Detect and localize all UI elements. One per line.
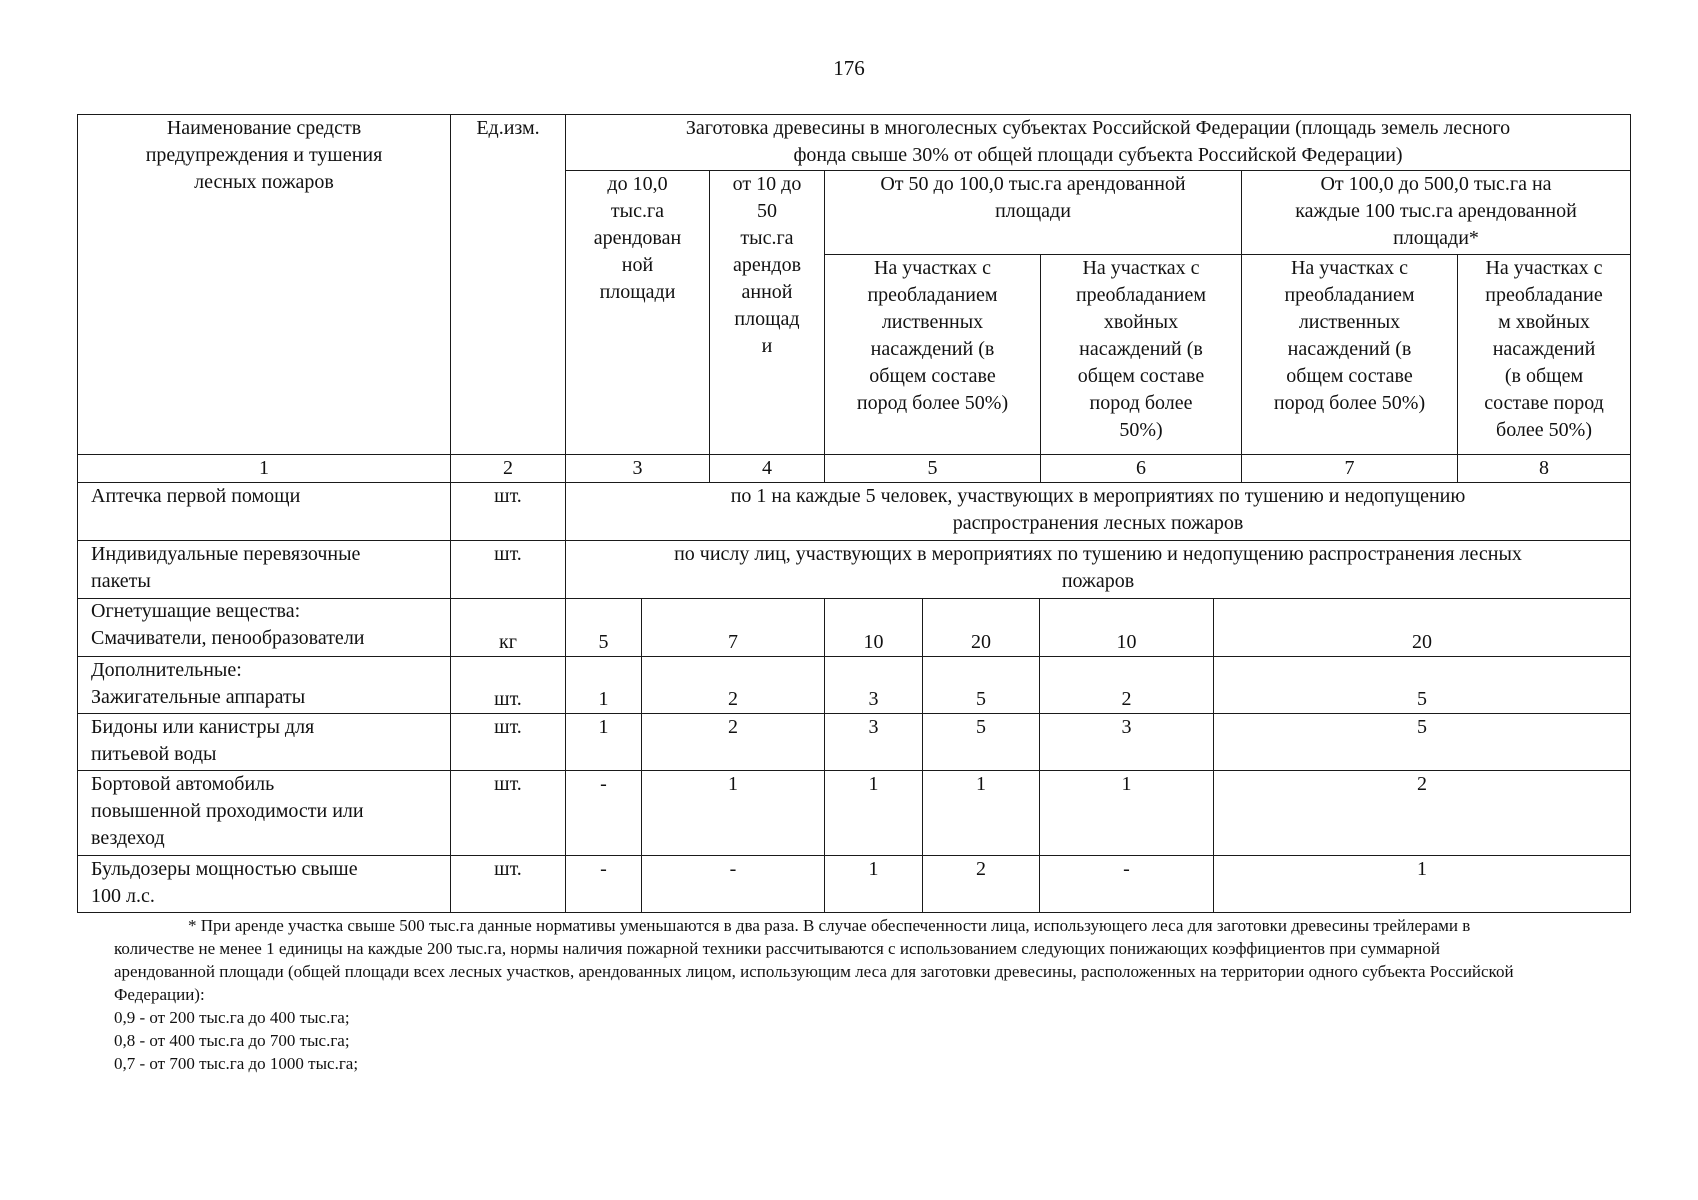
coefficient-line: 0,9 - от 200 тыс.га до 400 тыс.га; <box>114 1008 350 1027</box>
row-value: 5 <box>923 713 1040 770</box>
row-unit: шт. <box>451 770 566 855</box>
row-unit: шт. <box>451 855 566 912</box>
row-value: 3 <box>1040 713 1214 770</box>
footnote <box>114 914 1514 1075</box>
header-col5: На участках с преобладанием лиственных насаждений (в общем составе пород более 50%) <box>825 255 1041 455</box>
row-value: - <box>1040 855 1214 912</box>
row-value: 20 <box>1214 598 1631 656</box>
column-number: 7 <box>1242 455 1458 483</box>
header-col3: до 10,0 тыс.га арендован ной площади <box>566 171 710 455</box>
table-row <box>78 855 1631 912</box>
header-group-50-100: От 50 до 100,0 тыс.га арендованной площади <box>825 171 1242 255</box>
row-value: - <box>566 770 642 855</box>
row-value: 2 <box>642 713 825 770</box>
row-merged-text: по 1 на каждые 5 человек, участвующих в мероприятиях по тушению и недопущению распространения лесных пожаров <box>566 483 1631 541</box>
header-group-title: Заготовка древесины в многолесных субъектах Российской Федерации (площадь земель лесного фонда свыше 30% от общей площади субъекта Российской Федерации) <box>566 115 1631 171</box>
row-value: 3 <box>825 713 923 770</box>
row-name: Бульдозеры мощностью свыше 100 л.с. <box>78 855 451 912</box>
column-number: 8 <box>1458 455 1631 483</box>
footnote-paragraph: * При аренде участка свыше 500 тыс.га данные нормативы уменьшаются в два раза. В случае обеспеченности лица, использующего леса для заготовки древесины трейлерами в количестве не менее 1 единицы на каждые 200 тыс.га, нормы наличия пожарной техники рассчитываются с использованием следующих понижающих коэффициентов при суммарной арендованной площади (общей площади всех лесных участков, арендованных лицом, использующим леса для заготовки древесины, расположенных на территории одного субъекта Российской Федерации): <box>114 916 1514 1004</box>
row-value: - <box>566 855 642 912</box>
row-unit: шт. <box>451 483 566 541</box>
row-value: 1 <box>825 855 923 912</box>
row-name: Аптечка первой помощи <box>78 483 451 541</box>
row-value: 1 <box>1214 855 1631 912</box>
row-unit: шт. <box>451 541 566 599</box>
header-group-100-500: От 100,0 до 500,0 тыс.га на каждые 100 тыс.га арендованной площади* <box>1242 171 1631 255</box>
header-col7: На участках с преобладанием лиственных насаждений (в общем составе пород более 50%) <box>1242 255 1458 455</box>
header-col6: На участках с преобладанием хвойных насаждений (в общем составе пород более 50%) <box>1041 255 1242 455</box>
table-row <box>78 656 1631 713</box>
row-value: 1 <box>923 770 1040 855</box>
row-value: 5 <box>566 598 642 656</box>
column-number: 2 <box>451 455 566 483</box>
row-value: 5 <box>1214 656 1631 713</box>
row-value: 1 <box>566 713 642 770</box>
row-value: 10 <box>825 598 923 656</box>
row-value: - <box>642 855 825 912</box>
row-name: Огнетушащие вещества: Смачиватели, пенообразователи <box>78 598 451 656</box>
row-value: 1 <box>566 656 642 713</box>
column-number: 6 <box>1041 455 1242 483</box>
row-value: 2 <box>1214 770 1631 855</box>
column-number: 4 <box>710 455 825 483</box>
table-row <box>78 483 1631 541</box>
column-number: 5 <box>825 455 1041 483</box>
norms-table-body <box>77 598 1631 913</box>
row-value: 2 <box>642 656 825 713</box>
table-row <box>78 598 1631 656</box>
row-value: 2 <box>923 855 1040 912</box>
header-unit-column: Ед.изм. <box>451 115 566 455</box>
row-value: 1 <box>1040 770 1214 855</box>
row-unit: шт. <box>451 713 566 770</box>
row-value: 5 <box>923 656 1040 713</box>
row-name: Индивидуальные перевязочные пакеты <box>78 541 451 599</box>
row-value: 3 <box>825 656 923 713</box>
coefficient-line: 0,8 - от 400 тыс.га до 700 тыс.га; <box>114 1031 350 1050</box>
table-row <box>78 713 1631 770</box>
norms-table-header <box>77 114 1631 599</box>
row-name: Дополнительные: Зажигательные аппараты <box>78 656 451 713</box>
row-name: Бидоны или канистры для питьевой воды <box>78 713 451 770</box>
coefficient-line: 0,7 - от 700 тыс.га до 1000 тыс.га; <box>114 1054 359 1073</box>
header-col4: от 10 до 50 тыс.га арендов анной площад и <box>710 171 825 455</box>
column-number: 3 <box>566 455 710 483</box>
row-value: 7 <box>642 598 825 656</box>
row-value: 1 <box>825 770 923 855</box>
row-value: 5 <box>1214 713 1631 770</box>
header-name-column: Наименование средств предупреждения и тушения лесных пожаров <box>78 115 451 455</box>
table-row <box>78 541 1631 599</box>
page-number: 176 <box>833 56 865 80</box>
row-value: 1 <box>642 770 825 855</box>
table-row <box>78 770 1631 855</box>
header-col8: На участках с преобладание м хвойных насаждений (в общем составе пород более 50%) <box>1458 255 1631 455</box>
column-number: 1 <box>78 455 451 483</box>
row-value: 20 <box>923 598 1040 656</box>
row-value: 10 <box>1040 598 1214 656</box>
row-merged-text: по числу лиц, участвующих в мероприятиях по тушению и недопущению распространения лесных пожаров <box>566 541 1631 599</box>
row-value: 2 <box>1040 656 1214 713</box>
row-unit: шт. <box>451 656 566 713</box>
row-name: Бортовой автомобиль повышенной проходимости или вездеход <box>78 770 451 855</box>
row-unit: кг <box>451 598 566 656</box>
